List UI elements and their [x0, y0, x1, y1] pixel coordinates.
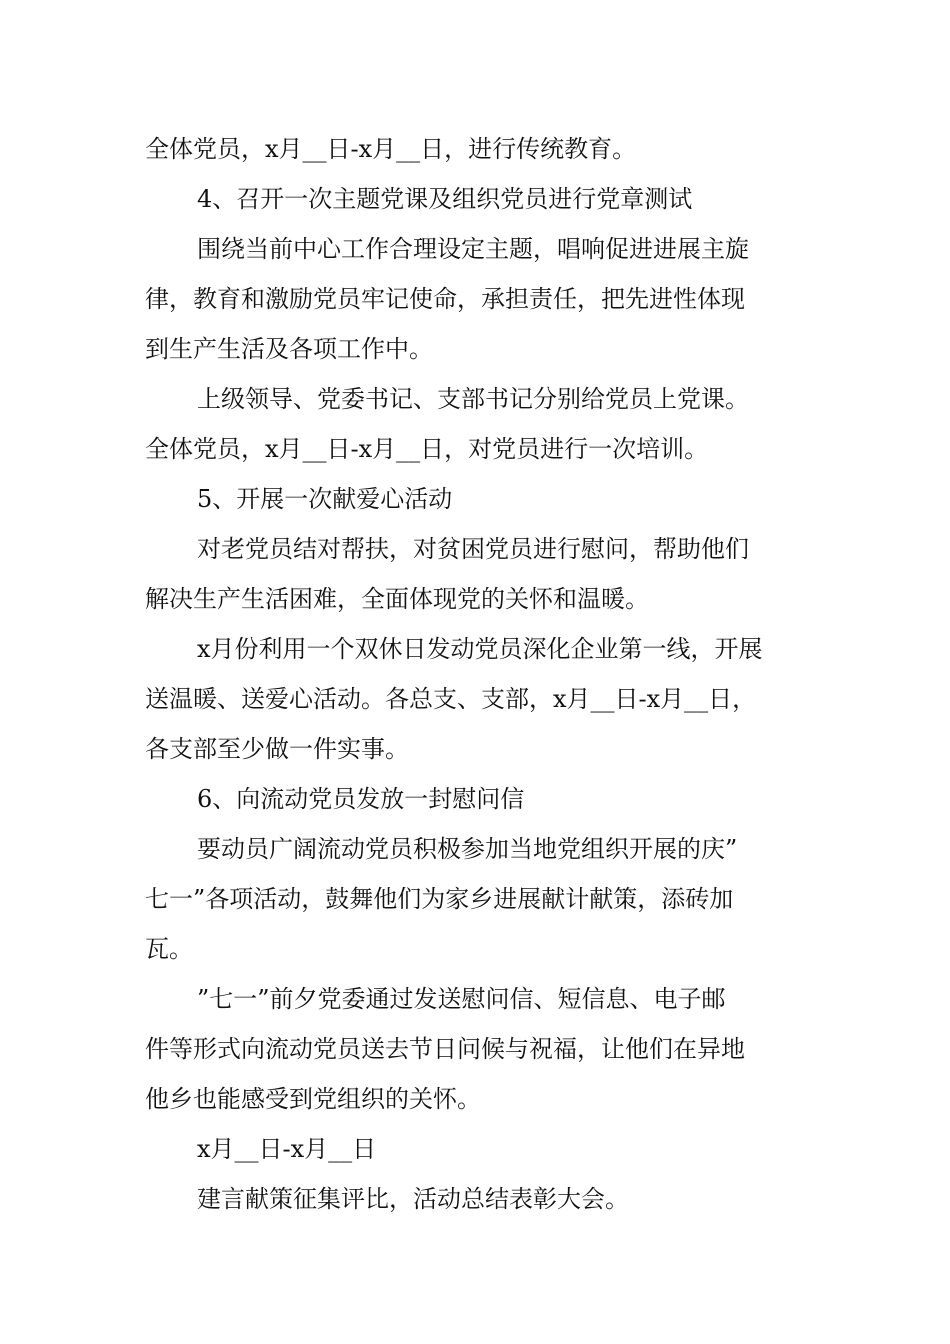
body-line: 围绕当前中心工作合理设定主题，唱响促进进展主旋 [197, 235, 749, 263]
body-line: 要动员广阔流动党员积极参加当地党组织开展的庆” [197, 835, 738, 863]
body-line: 律，教育和激励党员牢记使命，承担责任，把先进性体现 [145, 285, 745, 313]
body-line: 他乡也能感受到党组织的关怀。 [145, 1085, 481, 1113]
body-line: 解决生产生活困难，全面体现党的关怀和温暖。 [145, 585, 649, 613]
body-line: 七一”各项活动，鼓舞他们为家乡进展献计献策，添砖加 [145, 885, 734, 913]
body-line: x月份利用一个双休日发动党员深化企业第一线，开展 [197, 635, 763, 663]
section-heading-4: 4、召开一次主题党课及组织党员进行党章测试 [197, 185, 693, 213]
body-line: 到生产生活及各项工作中。 [145, 335, 433, 363]
body-line: 建言献策征集评比，活动总结表彰大会。 [197, 1185, 629, 1213]
body-line: 全体党员，x月__日-x月__日，进行传统教育。 [145, 135, 637, 163]
body-line: 上级领导、党委书记、支部书记分别给党员上党课。 [197, 385, 749, 413]
date-range-line: x月__日-x月__日 [197, 1135, 377, 1163]
section-heading-5: 5、开展一次献爱心活动 [197, 485, 453, 513]
body-line: 各支部至少做一件实事。 [145, 735, 409, 763]
body-line: 送温暖、送爱心活动。各总支、支部，x月__日-x月__日， [145, 685, 757, 713]
body-line: 瓦。 [145, 935, 193, 963]
body-line: 全体党员，x月__日-x月__日，对党员进行一次培训。 [145, 435, 709, 463]
body-line: 件等形式向流动党员送去节日问候与祝福，让他们在异地 [145, 1035, 745, 1063]
body-line: ”七一”前夕党委通过发送慰问信、短信息、电子邮 [197, 985, 726, 1013]
body-line: 对老党员结对帮扶，对贫困党员进行慰问，帮助他们 [197, 535, 749, 563]
section-heading-6: 6、向流动党员发放一封慰问信 [197, 785, 525, 813]
